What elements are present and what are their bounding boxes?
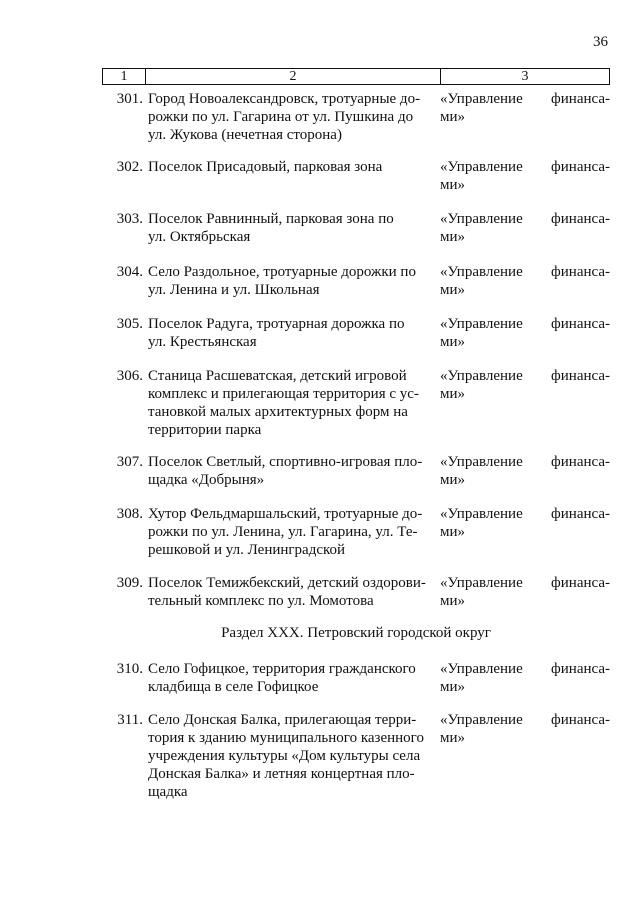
responsible-word: ми» (440, 679, 466, 695)
responsible-word: финанса- (551, 712, 610, 728)
responsible-word: «Управление (440, 575, 523, 591)
description-line: тория к зданию муниципального казенного (148, 730, 424, 746)
description-line: комплекс и прилегающая территория с ус- (148, 386, 419, 402)
responsible-word: финанса- (551, 91, 610, 107)
row-description (148, 210, 436, 246)
description-line: Поселок Присадовый, парковая зона (148, 159, 383, 175)
description-line: ул. Ленина и ул. Школьная (148, 282, 320, 298)
responsible-word: «Управление (440, 91, 523, 107)
row-responsible (440, 453, 610, 489)
responsible-word: финанса- (551, 368, 610, 384)
responsible-word: «Управление (440, 712, 523, 728)
responsible-word: ми» (440, 177, 466, 193)
description-line: Станица Расшеватская, детский игровой (148, 368, 407, 384)
responsible-word: «Управление (440, 264, 523, 280)
row-responsible (440, 263, 610, 299)
row-description (148, 367, 436, 439)
page-number: 36 (593, 34, 608, 50)
description-line: ул. Крестьянская (148, 334, 257, 350)
responsible-word: «Управление (440, 316, 523, 332)
row-responsible (440, 711, 610, 747)
responsible-word: «Управление (440, 454, 523, 470)
responsible-word: финанса- (551, 159, 610, 175)
responsible-word: финанса- (551, 506, 610, 522)
responsible-word: «Управление (440, 506, 523, 522)
row-responsible (440, 90, 610, 126)
row-number: 302. (116, 159, 143, 175)
responsible-word: финанса- (551, 575, 610, 591)
row-number: 307. (116, 454, 143, 470)
description-line: Поселок Светлый, спортивно-игровая пло- (148, 454, 423, 470)
responsible-word: ми» (440, 730, 466, 746)
responsible-word: ми» (440, 109, 466, 125)
description-line: территории парка (148, 422, 262, 438)
responsible-word: финанса- (551, 454, 610, 470)
responsible-word: ми» (440, 386, 466, 402)
row-responsible (440, 505, 610, 541)
responsible-word: ми» (440, 282, 466, 298)
description-line: Село Донская Балка, прилегающая терри- (148, 712, 417, 728)
description-line: кладбища в селе Гофицкое (148, 679, 319, 695)
responsible-word: ми» (440, 593, 466, 609)
column-number-1: 1 (103, 69, 146, 84)
responsible-word: ми» (440, 524, 466, 540)
description-line: тельный комплекс по ул. Момотова (148, 593, 374, 609)
row-number: 301. (116, 91, 143, 107)
row-number: 306. (116, 368, 143, 384)
row-description (148, 158, 436, 176)
row-number: 310. (116, 661, 143, 677)
row-number: 304. (116, 264, 143, 280)
description-line: щадка «Добрыня» (148, 472, 265, 488)
row-responsible (440, 660, 610, 696)
row-responsible (440, 315, 610, 351)
row-description (148, 660, 436, 696)
responsible-word: финанса- (551, 264, 610, 280)
column-number-2: 2 (146, 69, 441, 84)
description-line: учреждения культуры «Дом культуры села (148, 748, 421, 764)
row-responsible (440, 210, 610, 246)
responsible-word: «Управление (440, 368, 523, 384)
row-description (148, 90, 436, 144)
responsible-word: ми» (440, 472, 466, 488)
row-number: 309. (116, 575, 143, 591)
description-line: рожки по ул. Гагарина от ул. Пушкина до (148, 109, 414, 125)
row-number: 311. (117, 712, 143, 728)
description-line: ул. Октябрьская (148, 229, 251, 245)
row-number: 308. (116, 506, 143, 522)
row-description (148, 453, 436, 489)
responsible-word: «Управление (440, 661, 523, 677)
description-line: Хутор Фельдмаршальский, тротуарные до- (148, 506, 423, 522)
responsible-word: ми» (440, 334, 466, 350)
column-number-3: 3 (521, 69, 529, 84)
row-responsible (440, 574, 610, 610)
description-line: решковой и ул. Ленинградской (148, 542, 346, 558)
responsible-word: финанса- (551, 661, 610, 677)
description-line: Донская Балка» и летняя концертная пло- (148, 766, 415, 782)
row-description (148, 574, 436, 610)
description-line: рожки по ул. Ленина, ул. Гагарина, ул. Те- (148, 524, 418, 540)
description-line: щадка (148, 784, 188, 800)
section-heading: Раздел XXX. Петровский городской округ (221, 625, 491, 641)
row-description (148, 711, 436, 801)
row-responsible (440, 367, 610, 403)
row-description (148, 505, 436, 559)
row-number: 305. (116, 316, 143, 332)
responsible-word: ми» (440, 229, 466, 245)
responsible-word: «Управление (440, 211, 523, 227)
row-description (148, 315, 436, 351)
description-line: Село Раздольное, тротуарные дорожки по (148, 264, 416, 280)
responsible-word: финанса- (551, 211, 610, 227)
row-number: 303. (116, 211, 143, 227)
description-line: Поселок Равнинный, парковая зона по (148, 211, 394, 227)
description-line: Поселок Радуга, тротуарная дорожка по (148, 316, 405, 332)
description-line: Село Гофицкое, территория гражданского (148, 661, 416, 677)
table-column-header (102, 68, 610, 85)
description-line: Город Новоалександровск, тротуарные до- (148, 91, 421, 107)
description-line: ул. Жукова (нечетная сторона) (148, 127, 342, 143)
row-responsible (440, 158, 610, 194)
responsible-word: «Управление (440, 159, 523, 175)
responsible-word: финанса- (551, 316, 610, 332)
description-line: Поселок Темижбекский, детский оздорови- (148, 575, 426, 591)
row-description (148, 263, 436, 299)
description-line: тановкой малых архитектурных форм на (148, 404, 408, 420)
